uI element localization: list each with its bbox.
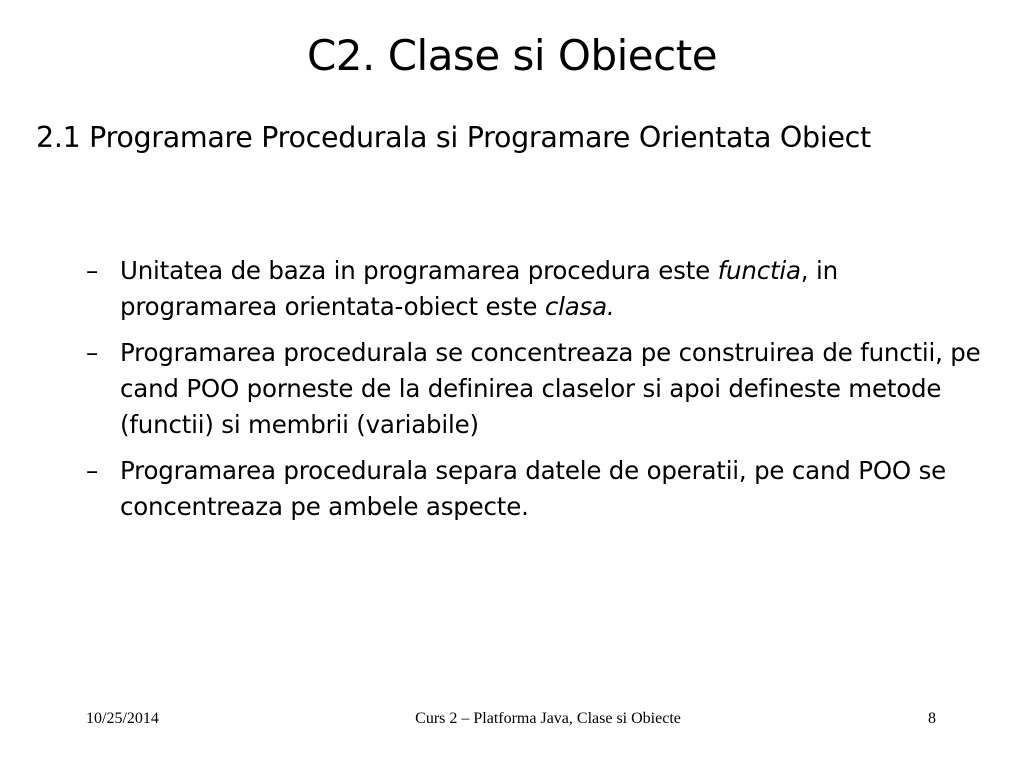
bullet-list — [82, 253, 1002, 535]
bullet-item — [82, 335, 1002, 443]
bullet-text-part: , in programarea orientata-obiect este — [120, 256, 838, 321]
bullet-item — [82, 253, 1002, 325]
footer-date: 10/25/2014 — [86, 710, 159, 727]
dash-marker: – — [86, 338, 99, 367]
bullet-text-emphasis: clasa. — [544, 292, 615, 321]
dash-marker: – — [86, 256, 99, 285]
bullet-text-part: Unitatea de baza in programarea procedura este — [120, 256, 718, 285]
footer-page-number: 8 — [928, 710, 936, 727]
section-heading: 2.1 Programare Procedurala si Programare Orientata Obiect — [36, 121, 871, 154]
bullet-text — [120, 256, 838, 321]
dash-marker: – — [86, 456, 99, 485]
footer-course-title: Curs 2 – Platforma Java, Clase si Obiecte — [415, 710, 681, 727]
slide-title: C2. Clase si Obiecte — [306, 31, 718, 80]
bullet-text-emphasis: functia — [717, 256, 801, 285]
bullet-text: Programarea procedurala separa datele de operatii, pe cand POO se concentreaza pe ambele aspecte. — [120, 456, 947, 521]
bullet-item — [82, 453, 1002, 525]
bullet-text: Programarea procedurala se concentreaza pe construirea de functii, pe cand POO porneste de la definirea claselor si apoi defineste metode (functii) si membrii (variabile) — [120, 338, 981, 439]
